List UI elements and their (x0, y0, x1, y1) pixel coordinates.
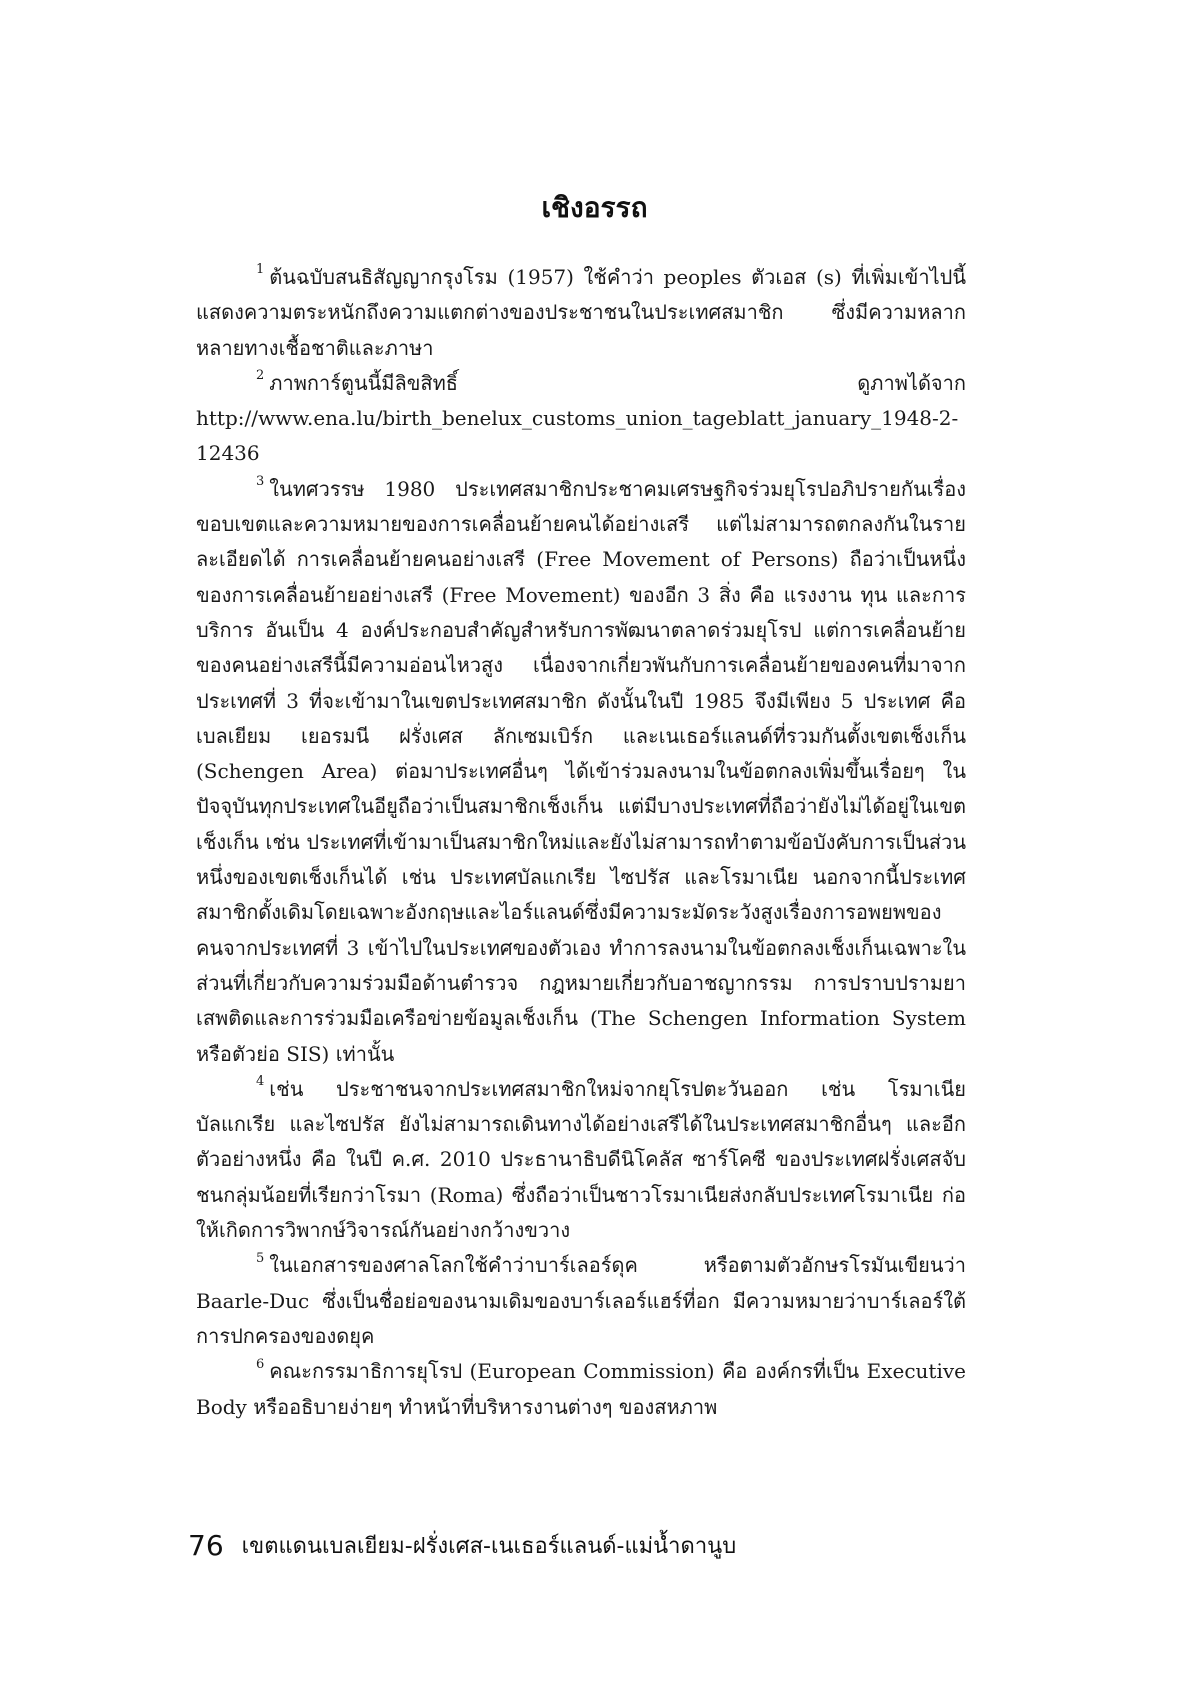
footnote-6 (196, 1354, 966, 1425)
footnote-number: 5 (256, 1250, 265, 1266)
footnote-text: ในเอกสารของศาลโลกใช้คำว่าบาร์เลอร์ดุค หรือตามตัวอักษรโรมันเขียนว่า Baarle-Duc ซึ่งเป็นชื่อย่อของนามเดิมของบาร์เลอร์แฮร์ที่อก มีความหมายว่าบาร์เลอร์ใต้การปกครองของดยุค (196, 1253, 966, 1348)
footnote-4 (196, 1072, 966, 1248)
footnote-text: เช่น ประชาชนจากประเทศสมาชิกใหม่จากยุโรปตะวันออก เช่น โรมาเนีย บัลแกเรีย และไซปรัส ยังไม่สามารถเดินทางได้อย่างเสรีได้ในประเทศสมาชิกอื่นๆ และอีกตัวอย่างหนึ่ง คือ ในปี ค.ศ. 2010 ประธานาธิบดีนิโคลัส ซาร์โคซี ของประเทศฝรั่งเศสจับชนกลุ่มน้อยที่เรียกว่าโรมา (Roma) ซึ่งถือว่าเป็นชาวโรมาเนียส่งกลับประเทศโรมาเนีย ก่อให้เกิดการวิพากษ์วิจารณ์กันอย่างกว้างขวาง (196, 1076, 966, 1243)
footnote-number: 4 (256, 1074, 265, 1090)
footnote-text: คณะกรรมาธิการยุโรป (European Commission) คือ องค์กรที่เป็น Executive Body หรืออธิบายง่ายๆ ทำหน้าที่บริหารงานต่างๆ ของสหภาพ (196, 1359, 966, 1419)
footnote-number: 6 (256, 1356, 265, 1372)
page-footer (188, 1528, 736, 1563)
footnote-text: ต้นฉบับสนธิสัญญากรุงโรม (1957) ใช้คำว่า peoples ตัวเอส (s) ที่เพิ่มเข้าไปนี้ แสดงความตระหนักถึงความแตกต่างของประชาชนในประเทศสมาชิก ซึ่งมีความหลากหลายทางเชื้อชาติและภาษา (196, 265, 966, 360)
running-title: เขตแดนเบลเยียม-ฝรั่งเศส-เนเธอร์แลนด์-แม่น้ำดานูบ (241, 1534, 737, 1559)
footnote-1 (196, 260, 966, 366)
footnote-3 (196, 472, 966, 1072)
footnote-number: 2 (256, 368, 265, 384)
footnote-text: ในทศวรรษ 1980 ประเทศสมาชิกประชาคมเศรษฐกิจร่วมยุโรปอภิปรายกันเรื่อง ขอบเขตและความหมายของการเคลื่อนย้ายคนได้อย่างเสรี แต่ไม่สามารถตกลงกันในรายละเอียดได้ การเคลื่อนย้ายคนอย่างเสรี (Free Movement of Persons) ถือว่าเป็นหนึ่งของการเคลื่อนย้ายอย่างเสรี (Free Movement) ของอีก 3 สิ่ง คือ แรงงาน ทุน และการบริการ อันเป็น 4 องค์ประกอบสำคัญสำหรับการพัฒนาตลาดร่วมยุโรป แต่การเคลื่อนย้ายของคนอย่างเสรีนี้มีความอ่อนไหวสูง เนื่องจากเกี่ยวพันกับการเคลื่อนย้ายของคนที่มาจากประเทศที่ 3 ที่จะเข้ามาในเขตประเทศสมาชิก ดังนั้นในปี 1985 จึงมีเพียง 5 ประเทศ คือ เบลเยียม เยอรมนี ฝรั่งเศส ลักเซมเบิร์ก และเนเธอร์แลนด์ที่รวมกันตั้งเขตเช็งเก็น (Schengen Area) ต่อมาประเทศอื่นๆ ได้เข้าร่วมลงนามในข้อตกลงเพิ่มขึ้นเรื่อยๆ ในปัจจุบันทุกประเทศในอียูถือว่าเป็นสมาชิกเช็งเก็น แต่มีบางประเทศที่ถือว่ายังไม่ได้อยู่ในเขตเช็งเก็น เช่น ประเทศที่เข้ามาเป็นสมาชิกใหม่และยังไม่สามารถทำตามข้อบังคับการเป็นส่วนหนึ่งของเขตเช็งเก็นได้ เช่น ประเทศบัลแกเรีย ไซปรัส และโรมาเนีย นอกจากนี้ประเทศสมาชิกดั้งเดิมโดยเฉพาะอังกฤษและไอร์แลนด์ซึ่งมีความระมัดระวังสูงเรื่องการอพยพของคนจากประเทศที่ 3 เข้าไปในประเทศของตัวเอง ทำการลงนามในข้อตกลงเช็งเก็นเฉพาะในส่วนที่เกี่ยวกับความร่วมมือด้านตำรวจ กฎหมายเกี่ยวกับอาชญากรรม การปราบปรามยาเสพติดและการร่วมมือเครือข่ายข้อมูลเช็งเก็น (The Schengen Information System หรือตัวย่อ SIS) เท่านั้น (196, 476, 966, 1066)
footnote-number: 3 (256, 474, 265, 490)
footnote-number: 1 (256, 262, 265, 278)
footnote-2 (196, 366, 966, 472)
page-title: เชิงอรรถ (541, 191, 648, 224)
footnote-text: ภาพการ์ตูนนี้มีลิขสิทธิ์ ดูภาพได้จาก http://www.ena.lu/birth_benelux_customs_union_tageblatt_january_1948-2-12436 (196, 370, 966, 466)
page-number: 76 (188, 1529, 224, 1562)
footnotes-section (196, 260, 966, 1425)
footnote-5 (196, 1248, 966, 1354)
